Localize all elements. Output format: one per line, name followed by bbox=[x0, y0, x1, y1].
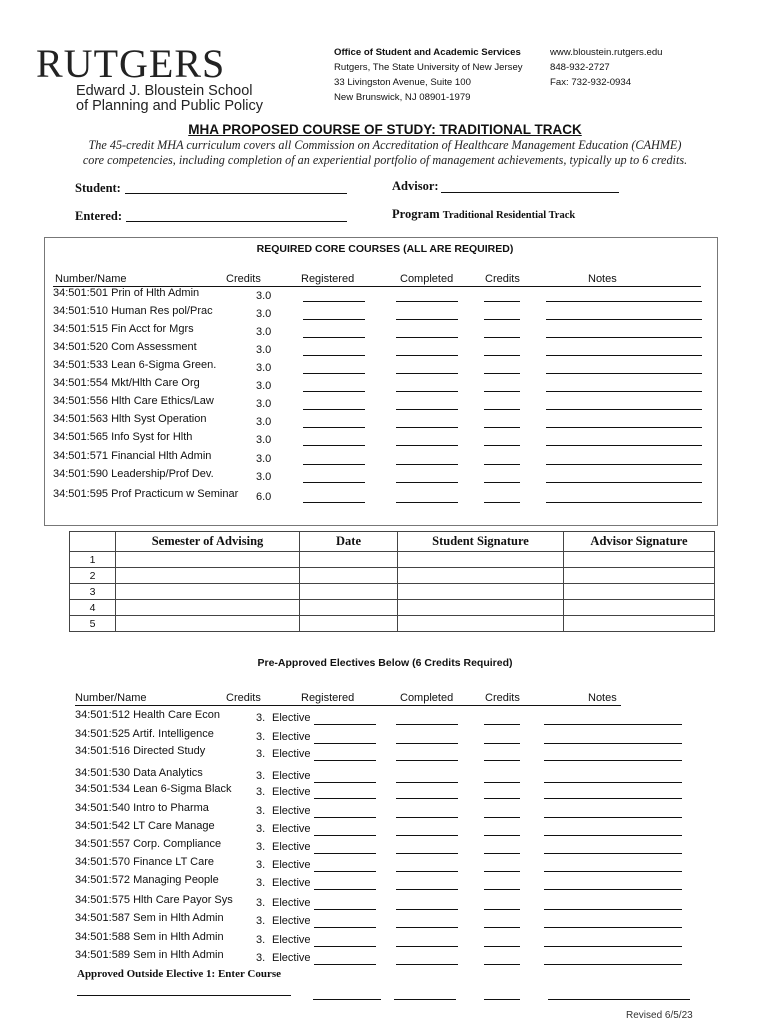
notes-field[interactable] bbox=[546, 464, 702, 465]
fax-number: Fax: 732-932-0934 bbox=[550, 77, 632, 88]
advisor-label: Advisor: bbox=[392, 179, 439, 193]
description-line-2: core competencies, including completion of an experiential portfolio of management achievements, typically up to 6 credits. bbox=[82, 153, 688, 167]
elective-status: Elective bbox=[272, 748, 311, 760]
elective-credits-earned-field[interactable] bbox=[484, 946, 520, 947]
notes-field[interactable] bbox=[546, 427, 702, 428]
entered-label: Entered: bbox=[75, 209, 122, 223]
elective-registered-field[interactable] bbox=[314, 927, 376, 928]
outside-elective-notes-field[interactable] bbox=[548, 999, 690, 1000]
advising-row bbox=[70, 584, 715, 600]
elective-notes-field[interactable] bbox=[544, 782, 682, 783]
required-course-credits: 3.0 bbox=[256, 471, 272, 483]
completed-field[interactable] bbox=[396, 319, 458, 320]
elective-notes-field[interactable] bbox=[544, 909, 682, 910]
advising-header-row bbox=[70, 532, 715, 552]
completed-field[interactable] bbox=[396, 337, 458, 338]
elective-status: Elective bbox=[272, 786, 311, 798]
advisor-field[interactable] bbox=[441, 192, 619, 193]
elective-credits-earned-field[interactable] bbox=[484, 817, 520, 818]
revised-date: Revised 6/5/23 bbox=[626, 1010, 693, 1021]
elective-course-name: 34:501:572 Managing People bbox=[75, 874, 219, 886]
notes-field[interactable] bbox=[546, 409, 702, 410]
electives-title: Pre-Approved Electives Below (6 Credits Required) bbox=[257, 657, 513, 669]
credits-earned-field[interactable] bbox=[484, 445, 520, 446]
required-course-name: 34:501:501 Prin of Hlth Admin bbox=[53, 287, 200, 299]
elective-header-underline bbox=[75, 705, 621, 706]
advising-row-number: 5 bbox=[70, 616, 116, 632]
page-title: MHA PROPOSED COURSE OF STUDY: TRADITIONAL TRACK bbox=[188, 122, 582, 137]
completed-field[interactable] bbox=[396, 445, 458, 446]
notes-field[interactable] bbox=[546, 482, 702, 483]
elective-completed-field[interactable] bbox=[396, 782, 458, 783]
advising-row bbox=[70, 552, 715, 568]
advising-row bbox=[70, 568, 715, 584]
advising-header-semester: Semester of Advising bbox=[116, 532, 300, 552]
elective-registered-field[interactable] bbox=[314, 909, 376, 910]
date-cell[interactable] bbox=[300, 552, 398, 568]
advisor-signature-cell[interactable] bbox=[564, 584, 715, 600]
advisor-signature-cell[interactable] bbox=[564, 600, 715, 616]
required-course-credits: 3.0 bbox=[256, 308, 272, 320]
elective-course-name: 34:501:542 LT Care Manage bbox=[75, 820, 215, 832]
phone-number: 848-932-2727 bbox=[550, 62, 610, 73]
advising-header-advisor-signature: Advisor Signature bbox=[564, 532, 715, 552]
completed-field[interactable] bbox=[396, 427, 458, 428]
elective-header-completed: Completed bbox=[400, 692, 454, 704]
completed-field[interactable] bbox=[396, 301, 458, 302]
rutgers-logo: RUTGERS bbox=[36, 41, 226, 86]
header-credits: Credits bbox=[226, 273, 261, 285]
elective-notes-field[interactable] bbox=[544, 946, 682, 947]
required-course-credits: 3.0 bbox=[256, 416, 272, 428]
office-line-3: 33 Livingston Avenue, Suite 100 bbox=[334, 77, 471, 88]
advising-row-number: 2 bbox=[70, 568, 116, 584]
student-label: Student: bbox=[75, 181, 121, 195]
elective-registered-field[interactable] bbox=[314, 798, 376, 799]
registered-field[interactable] bbox=[303, 482, 365, 483]
elective-header-number-name: Number/Name bbox=[75, 692, 147, 704]
date-cell[interactable] bbox=[300, 584, 398, 600]
student-signature-cell[interactable] bbox=[398, 568, 564, 584]
notes-field[interactable] bbox=[546, 301, 702, 302]
elective-credits-earned-field[interactable] bbox=[484, 743, 520, 744]
semester-cell[interactable] bbox=[116, 568, 300, 584]
elective-credits-earned-field[interactable] bbox=[484, 853, 520, 854]
elective-status: Elective bbox=[272, 859, 311, 871]
advising-table bbox=[69, 531, 715, 632]
elective-status: Elective bbox=[272, 915, 311, 927]
credits-earned-field[interactable] bbox=[484, 301, 520, 302]
elective-header-notes: Notes bbox=[588, 692, 617, 704]
outside-elective-completed-field[interactable] bbox=[394, 999, 456, 1000]
outside-elective-course-field[interactable] bbox=[77, 995, 291, 996]
elective-completed-field[interactable] bbox=[396, 798, 458, 799]
elective-credits-earned-field[interactable] bbox=[484, 835, 520, 836]
elective-registered-field[interactable] bbox=[314, 946, 376, 947]
elective-course-credits: 3. bbox=[256, 934, 266, 946]
elective-header-registered: Registered bbox=[301, 692, 355, 704]
elective-course-credits: 3. bbox=[256, 952, 266, 964]
required-course-name: 34:501:595 Prof Practicum w Seminar bbox=[53, 488, 239, 500]
elective-course-credits: 3. bbox=[256, 731, 266, 743]
notes-field[interactable] bbox=[546, 319, 702, 320]
elective-course-credits: 3. bbox=[256, 823, 266, 835]
elective-completed-field[interactable] bbox=[396, 835, 458, 836]
elective-course-name: 34:501:534 Lean 6-Sigma Black bbox=[75, 783, 232, 795]
elective-registered-field[interactable] bbox=[314, 964, 376, 965]
outside-elective-credits-field[interactable] bbox=[484, 999, 520, 1000]
elective-course-credits: 3. bbox=[256, 748, 266, 760]
elective-completed-field[interactable] bbox=[396, 724, 458, 725]
credits-earned-field[interactable] bbox=[484, 482, 520, 483]
completed-field[interactable] bbox=[396, 355, 458, 356]
advising-row-number: 3 bbox=[70, 584, 116, 600]
credits-earned-field[interactable] bbox=[484, 373, 520, 374]
date-cell[interactable] bbox=[300, 616, 398, 632]
completed-field[interactable] bbox=[396, 464, 458, 465]
header-registered: Registered bbox=[301, 273, 355, 285]
elective-course-credits: 3. bbox=[256, 770, 266, 782]
required-course-name: 34:501:571 Financial Hlth Admin bbox=[53, 450, 212, 462]
required-course-credits: 3.0 bbox=[256, 362, 272, 374]
outside-elective-label: Approved Outside Elective 1: Enter Course bbox=[77, 968, 281, 980]
entered-field[interactable] bbox=[126, 221, 347, 222]
elective-completed-field[interactable] bbox=[396, 927, 458, 928]
completed-field[interactable] bbox=[396, 409, 458, 410]
elective-course-name: 34:501:512 Health Care Econ bbox=[75, 709, 220, 721]
student-field[interactable] bbox=[125, 193, 347, 194]
elective-completed-field[interactable] bbox=[396, 889, 458, 890]
credits-earned-field[interactable] bbox=[484, 319, 520, 320]
elective-credits-earned-field[interactable] bbox=[484, 889, 520, 890]
website-link[interactable]: www.bloustein.rutgers.edu bbox=[550, 47, 663, 58]
notes-field[interactable] bbox=[546, 445, 702, 446]
elective-course-credits: 3. bbox=[256, 877, 266, 889]
completed-field[interactable] bbox=[396, 373, 458, 374]
elective-course-credits: 3. bbox=[256, 712, 266, 724]
elective-registered-field[interactable] bbox=[314, 853, 376, 854]
elective-course-name: 34:501:588 Sem in Hlth Admin bbox=[75, 931, 224, 943]
advisor-signature-cell[interactable] bbox=[564, 552, 715, 568]
credits-earned-field[interactable] bbox=[484, 464, 520, 465]
elective-notes-field[interactable] bbox=[544, 889, 682, 890]
school-name bbox=[76, 84, 263, 114]
elective-status: Elective bbox=[272, 770, 311, 782]
registered-field[interactable] bbox=[303, 445, 365, 446]
registered-field[interactable] bbox=[303, 337, 365, 338]
notes-field[interactable] bbox=[546, 355, 702, 356]
elective-registered-field[interactable] bbox=[314, 743, 376, 744]
registered-field[interactable] bbox=[303, 464, 365, 465]
elective-registered-field[interactable] bbox=[314, 782, 376, 783]
elective-credits-earned-field[interactable] bbox=[484, 782, 520, 783]
required-course-name: 34:501:565 Info Syst for Hlth bbox=[53, 431, 193, 443]
student-signature-cell[interactable] bbox=[398, 552, 564, 568]
required-course-name: 34:501:556 Hlth Care Ethics/Law bbox=[53, 395, 214, 407]
outside-elective-registered-field[interactable] bbox=[313, 999, 381, 1000]
required-course-credits: 6.0 bbox=[256, 491, 272, 503]
required-course-credits: 3.0 bbox=[256, 453, 272, 465]
required-course-name: 34:501:515 Fin Acct for Mgrs bbox=[53, 323, 194, 335]
elective-header-credits-earned: Credits bbox=[485, 692, 520, 704]
elective-registered-field[interactable] bbox=[314, 724, 376, 725]
required-course-name: 34:501:554 Mkt/Hlth Care Org bbox=[53, 377, 200, 389]
semester-cell[interactable] bbox=[116, 616, 300, 632]
advising-row-number: 4 bbox=[70, 600, 116, 616]
office-line-4: New Brunswick, NJ 08901-1979 bbox=[334, 92, 471, 103]
advising-header-number bbox=[70, 532, 116, 552]
elective-course-name: 34:501:575 Hlth Care Payor Sys bbox=[75, 894, 233, 906]
office-name: Office of Student and Academic Services bbox=[334, 47, 521, 58]
office-address bbox=[334, 45, 523, 105]
semester-cell[interactable] bbox=[116, 584, 300, 600]
elective-course-name: 34:501:540 Intro to Pharma bbox=[75, 802, 209, 814]
advisor-signature-cell[interactable] bbox=[564, 616, 715, 632]
program-label bbox=[392, 207, 575, 222]
elective-credits-earned-field[interactable] bbox=[484, 724, 520, 725]
elective-credits-earned-field[interactable] bbox=[484, 798, 520, 799]
required-courses-title: REQUIRED CORE COURSES (ALL ARE REQUIRED) bbox=[256, 243, 514, 255]
advising-header-student-signature: Student Signature bbox=[398, 532, 564, 552]
elective-notes-field[interactable] bbox=[544, 927, 682, 928]
completed-field[interactable] bbox=[396, 391, 458, 392]
notes-field[interactable] bbox=[546, 391, 702, 392]
credits-earned-field[interactable] bbox=[484, 355, 520, 356]
date-cell[interactable] bbox=[300, 568, 398, 584]
elective-registered-field[interactable] bbox=[314, 760, 376, 761]
elective-completed-field[interactable] bbox=[396, 909, 458, 910]
required-course-credits: 3.0 bbox=[256, 326, 272, 338]
elective-status: Elective bbox=[272, 897, 311, 909]
elective-completed-field[interactable] bbox=[396, 964, 458, 965]
elective-notes-field[interactable] bbox=[544, 835, 682, 836]
advising-row bbox=[70, 600, 715, 616]
notes-field[interactable] bbox=[546, 373, 702, 374]
elective-completed-field[interactable] bbox=[396, 946, 458, 947]
header-notes: Notes bbox=[588, 273, 617, 285]
required-course-credits: 3.0 bbox=[256, 398, 272, 410]
student-signature-cell[interactable] bbox=[398, 600, 564, 616]
program-value: Traditional Residential Track bbox=[442, 210, 576, 221]
elective-completed-field[interactable] bbox=[396, 743, 458, 744]
elective-notes-field[interactable] bbox=[544, 964, 682, 965]
elective-status: Elective bbox=[272, 823, 311, 835]
advising-row bbox=[70, 616, 715, 632]
registered-field[interactable] bbox=[303, 319, 365, 320]
registered-field[interactable] bbox=[303, 409, 365, 410]
header-completed: Completed bbox=[400, 273, 454, 285]
elective-completed-field[interactable] bbox=[396, 871, 458, 872]
completed-field[interactable] bbox=[396, 502, 458, 503]
elective-course-name: 34:501:587 Sem in Hlth Admin bbox=[75, 912, 224, 924]
notes-field[interactable] bbox=[546, 337, 702, 338]
description-line-1: The 45-credit MHA curriculum covers all Commission on Accreditation of Healthcare Management Education (CAHME) bbox=[88, 138, 682, 152]
registered-field[interactable] bbox=[303, 301, 365, 302]
elective-course-credits: 3. bbox=[256, 859, 266, 871]
elective-registered-field[interactable] bbox=[314, 817, 376, 818]
elective-credits-earned-field[interactable] bbox=[484, 909, 520, 910]
elective-notes-field[interactable] bbox=[544, 817, 682, 818]
advisor-signature-cell[interactable] bbox=[564, 568, 715, 584]
elective-course-credits: 3. bbox=[256, 786, 266, 798]
credits-earned-field[interactable] bbox=[484, 337, 520, 338]
registered-field[interactable] bbox=[303, 391, 365, 392]
required-course-name: 34:501:510 Human Res pol/Prac bbox=[53, 305, 213, 317]
semester-cell[interactable] bbox=[116, 600, 300, 616]
student-signature-cell[interactable] bbox=[398, 584, 564, 600]
advising-header-date: Date bbox=[300, 532, 398, 552]
elective-course-name: 34:501:525 Artif. Intelligence bbox=[75, 728, 214, 740]
office-line-2: Rutgers, The State University of New Jersey bbox=[334, 62, 523, 73]
credits-earned-field[interactable] bbox=[484, 502, 520, 503]
credits-earned-field[interactable] bbox=[484, 409, 520, 410]
required-course-credits: 3.0 bbox=[256, 344, 272, 356]
elective-notes-field[interactable] bbox=[544, 724, 682, 725]
elective-credits-earned-field[interactable] bbox=[484, 871, 520, 872]
elective-completed-field[interactable] bbox=[396, 853, 458, 854]
elective-course-name: 34:501:530 Data Analytics bbox=[75, 767, 203, 779]
elective-notes-field[interactable] bbox=[544, 798, 682, 799]
elective-status: Elective bbox=[272, 952, 311, 964]
registered-field[interactable] bbox=[303, 373, 365, 374]
elective-course-name: 34:501:557 Corp. Compliance bbox=[75, 838, 222, 850]
elective-registered-field[interactable] bbox=[314, 871, 376, 872]
credits-earned-field[interactable] bbox=[484, 391, 520, 392]
semester-cell[interactable] bbox=[116, 552, 300, 568]
header-credits-earned: Credits bbox=[485, 273, 520, 285]
student-signature-cell[interactable] bbox=[398, 616, 564, 632]
date-cell[interactable] bbox=[300, 600, 398, 616]
elective-completed-field[interactable] bbox=[396, 760, 458, 761]
elective-registered-field[interactable] bbox=[314, 835, 376, 836]
elective-status: Elective bbox=[272, 731, 311, 743]
elective-status: Elective bbox=[272, 805, 311, 817]
advising-row-number: 1 bbox=[70, 552, 116, 568]
elective-course-name: 34:501:570 Finance LT Care bbox=[75, 856, 215, 868]
notes-field[interactable] bbox=[546, 502, 702, 503]
required-course-name: 34:501:590 Leadership/Prof Dev. bbox=[53, 468, 214, 480]
required-course-credits: 3.0 bbox=[256, 380, 272, 392]
elective-notes-field[interactable] bbox=[544, 760, 682, 761]
elective-status: Elective bbox=[272, 841, 311, 853]
elective-registered-field[interactable] bbox=[314, 889, 376, 890]
elective-status: Elective bbox=[272, 877, 311, 889]
registered-field[interactable] bbox=[303, 502, 365, 503]
elective-course-credits: 3. bbox=[256, 915, 266, 927]
required-course-name: 34:501:520 Com Assessment bbox=[53, 341, 197, 353]
elective-credits-earned-field[interactable] bbox=[484, 927, 520, 928]
elective-course-name: 34:501:516 Directed Study bbox=[75, 745, 206, 757]
registered-field[interactable] bbox=[303, 427, 365, 428]
elective-course-credits: 3. bbox=[256, 897, 266, 909]
registered-field[interactable] bbox=[303, 355, 365, 356]
required-course-credits: 3.0 bbox=[256, 290, 272, 302]
elective-course-credits: 3. bbox=[256, 841, 266, 853]
program-label-text: Program bbox=[392, 207, 440, 221]
header-number-name: Number/Name bbox=[55, 273, 127, 285]
elective-notes-field[interactable] bbox=[544, 853, 682, 854]
description bbox=[0, 138, 770, 168]
completed-field[interactable] bbox=[396, 482, 458, 483]
elective-completed-field[interactable] bbox=[396, 817, 458, 818]
elective-credits-earned-field[interactable] bbox=[484, 760, 520, 761]
contact-info bbox=[550, 45, 663, 90]
credits-earned-field[interactable] bbox=[484, 427, 520, 428]
required-course-name: 34:501:533 Lean 6-Sigma Green. bbox=[53, 359, 217, 371]
elective-course-credits: 3. bbox=[256, 805, 266, 817]
elective-notes-field[interactable] bbox=[544, 871, 682, 872]
school-line-1: Edward J. Bloustein School bbox=[76, 83, 253, 99]
elective-notes-field[interactable] bbox=[544, 743, 682, 744]
elective-course-name: 34:501:589 Sem in Hlth Admin bbox=[75, 949, 224, 961]
elective-status: Elective bbox=[272, 712, 311, 724]
elective-header-credits: Credits bbox=[226, 692, 261, 704]
elective-status: Elective bbox=[272, 934, 311, 946]
required-course-credits: 3.0 bbox=[256, 434, 272, 446]
school-line-2: of Planning and Public Policy bbox=[76, 98, 264, 114]
elective-credits-earned-field[interactable] bbox=[484, 964, 520, 965]
required-course-name: 34:501:563 Hlth Syst Operation bbox=[53, 413, 207, 425]
